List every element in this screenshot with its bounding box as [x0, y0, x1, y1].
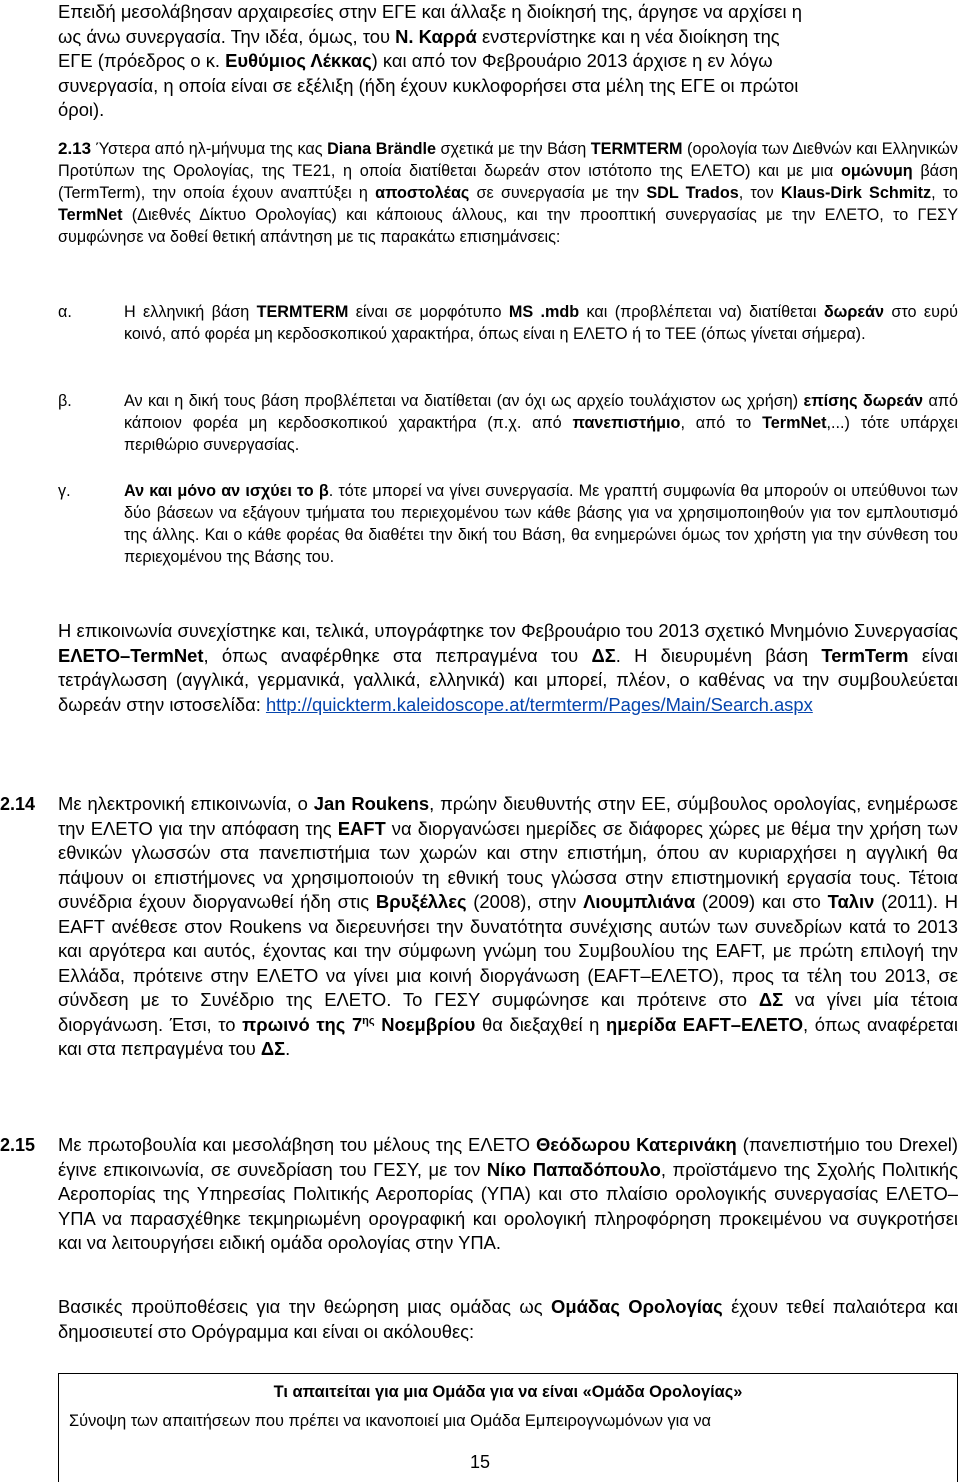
list-item-text [124, 480, 958, 568]
text: Η επικοινωνία συνεχίστηκε και, τελικά, υπογράφτηκε τον Φεβρουάριο του 2013 σχετικό Μνημόνιο Συνεργασίας [58, 620, 958, 641]
emphasis: ΔΣ [591, 644, 616, 666]
text: Η ελληνική βάση [124, 303, 257, 321]
termnet: TermNet [58, 206, 123, 224]
text: έχουν τεθεί παλαιότερα και δημοσιευτεί στο Ορόγραμμα και είναι οι ακόλουθες: [58, 1296, 958, 1342]
emphasis: .mdb [533, 303, 580, 321]
text: (ορολογία των Διεθνών και Ελληνικών Προτύπων της Ορολογίας, της ΤΕ21, η οποία διατίθεται δωρεάν στον ιστότοπο της ΕΛΕΤΟ) και με μια [58, 140, 959, 180]
section-2-15-text [58, 1133, 958, 1256]
communication-text [58, 619, 958, 717]
section-2-13-paragraph [58, 138, 958, 248]
section-number: 2.13 [58, 139, 92, 158]
text: Με ηλεκτρονική επικοινωνία, ο [58, 793, 314, 814]
text: . τότε μπορεί να γίνει συνεργασία. Με γραπτή συμφωνία θα μπορούν οι υπεύθυνοι των δύο βάσεων να εξάγουν τμήματα του περιεχομένου των κάθε βάσης για να χρησιμοποιηθούν για τον εμπλουτισμό της άλλης. Και ο κάθε φορέας θα διαθέτει την δική του Βάση, θα ενημερώνει όμως τον χρήστη για την σύνθεση του περιεχομένου της Βάσης του. [124, 482, 958, 566]
emphasis: ΔΣ [758, 989, 784, 1010]
emphasis: δωρεάν [823, 303, 884, 321]
superscript: ης [362, 1014, 375, 1027]
intro-line [58, 74, 958, 99]
city-brussels: Βρυξέλλες [375, 891, 467, 912]
emphasis: ΔΣ [260, 1038, 286, 1059]
emphasis: επίσης δωρεάν [803, 392, 924, 410]
box-title: Τι απαιτείται για μια Ομάδα για να είναι «Ομάδα Ορολογίας» [273, 1383, 743, 1401]
text: από κάποιον φορέα μη κερδοσκοπικού χαρακτήρα (π.χ. από [124, 392, 958, 432]
name-lekkas: Ευθύμιος Λέκκας [225, 50, 372, 71]
emphasis: ΕΛΕΤΟ–TermNet [58, 644, 204, 666]
list-marker: β. [58, 392, 72, 410]
text: Βασικές προϋποθέσεις για την θεώρηση μιας ομάδας ως [58, 1296, 552, 1317]
intro-line [58, 98, 958, 123]
prerequisites-text [58, 1295, 958, 1344]
text: , όπως αναφέρεται και στα πεπραγμένα του [58, 1013, 958, 1059]
termterm-label: TERMTERM [256, 303, 349, 321]
section-2-13-body [58, 138, 958, 248]
city-tallinn: Ταλιν [827, 891, 875, 912]
intro-text: ΕΓΕ (πρόεδρος ο κ. [58, 50, 226, 71]
name-roukens: Jan Roukens [313, 793, 430, 814]
intro-text: συνεργασία, η οποία είναι σε εξέλιξη (ήδη έχουν κυκλοφορήσει στα μέλη της ΕΓΕ οι πρώτοι [58, 74, 799, 96]
city-ljubljana: Λιουμπλιάνα [583, 891, 696, 912]
text: Αν και η δική τους βάση προβλέπεται να διατίθεται (αν όχι ως αρχείο τουλάχιστον ως χρήση) [124, 392, 804, 410]
text: θα διεξαχθεί η [475, 1013, 607, 1035]
text: να γίνει μία τέτοια διοργάνωση. Έτσι, το [58, 989, 958, 1035]
list-item-text [124, 301, 958, 345]
name-brandle: Diana Brändle [327, 140, 436, 158]
intro-text: ως άνω συνεργασία. Την ιδέα, όμως, του [58, 25, 396, 47]
text: , από το [680, 414, 763, 432]
name-schmitz: Klaus-Dirk Schmitz [780, 184, 932, 202]
eaft: EAFT [337, 817, 386, 839]
text: (Διεθνές Δίκτυο Ορολογίας) και κάποιους άλλους, και την προοπτική συνεργασίας με την ΕΛΕΤΟ, το ΓΕΣΥ συμφώνησε να δοθεί θετική απάντηση με τις παρακάτω επισημάνσεις: [58, 206, 958, 246]
emphasis: TermTerm [821, 644, 909, 666]
emphasis: Αν και μόνο αν ισχύει το β [124, 482, 329, 500]
text: (2008), στην [466, 891, 584, 912]
termterm-link[interactable]: http://quickterm.kaleidoscope.at/termterm/Pages/Main/Search.aspx [265, 693, 813, 715]
section-number: 2.15 [0, 1135, 36, 1155]
emphasis: Νοεμβρίου [374, 1013, 476, 1035]
intro-text: ) και από τον Φεβρουάριο 2013 άρχισε η εν λόγω [371, 50, 773, 71]
page-number: 15 [470, 1452, 491, 1472]
box-text: Σύνοψη των απαιτήσεων που πρέπει να ικανοποιεί μια Ομάδα Εμπειρογνωμόνων για να [69, 1412, 712, 1430]
requirements-box [58, 1373, 958, 1482]
emphasis: πρωινό της 7 [242, 1013, 363, 1035]
text: . [285, 1038, 291, 1059]
section-number: 2.14 [0, 794, 36, 814]
list-item-text [124, 390, 958, 456]
text: Με πρωτοβουλία και μεσολάβηση του μέλους της ΕΛΕΤΟ [58, 1134, 536, 1155]
emphasis: ημερίδα EAFT–ΕΛΕΤΟ [606, 1013, 804, 1035]
intro-paragraph [58, 0, 958, 123]
intro-line [58, 0, 958, 25]
name-papadopoulos: Νίκο Παπαδόπουλο [486, 1158, 661, 1180]
text: να διοργανώσει ημερίδες σε διάφορες χώρες με θέμα την χρήση των εθνικών γλωσσών στα πανεπιστήμια των χωρών και στην επιστήμη, όπου αν κυριαρχήσει η αγγλική θα πάψουν οι επιστήμονες να χρησιμοποιούν τη εθνική τους γλώσσα στην επιστημονική εργασία τους. Τέτοια συνέδρια έχουν διοργανωθεί ήδη στις [58, 817, 958, 912]
text: βάση (TermTerm), την οποία έχουν αναπτύξει η [58, 162, 958, 202]
text: στο ευρύ κοινό, από φορέα μη κερδοσκοπικού χαρακτήρα, όπως είναι η ΕΛΕΤΟ ή το ΤΕΕ (όπως γίνεται σήμερα). [124, 303, 958, 343]
intro-text: ενστερνίστηκε και η νέα διοίκηση της [476, 25, 780, 47]
emphasis: ομώνυμη [840, 162, 913, 180]
text: σε συνεργασία με την [469, 184, 647, 202]
intro-text: όροι). [58, 99, 105, 120]
intro-line [58, 49, 958, 74]
prerequisites-paragraph [58, 1295, 958, 1344]
text: , προϊστάμενο της Σχολής Πολιτικής Αεροπορίας της Υπηρεσίας Πολιτικής Αεροπορίας (ΥΠΑ) και στο πλαίσιο ορολογικής συνεργασίας ΕΛΕΤΟ–ΥΠΑ να παρασχέθηκε τεκμηριωμένη ορογραφική και ορολογική πληροφόρηση προκειμένου να συγκροτήσει και να λειτουργήσει ειδική ομάδα ορολογίας στην ΥΠΑ. [58, 1158, 958, 1253]
text: Ύστερα από ηλ-μήνυμα της κας [91, 140, 328, 158]
list-marker: α. [58, 303, 72, 321]
name-karras: Ν. Καρρά [395, 25, 477, 47]
text: , τον [738, 184, 781, 202]
emphasis: πανεπιστήμιο [572, 414, 681, 432]
text: είναι σε μορφότυπο [348, 303, 509, 321]
text: ,...) τότε υπάρχει περιθώριο συνεργασίας. [124, 414, 958, 454]
text: (2011). Η EAFT ανέθεσε στον Roukens να διερευνήσει την δυνατότητα συνέχισης αυτών των συνεδρίων κατά το 2013 και αργότερα και αυτός, έχοντας και την σύμφωνη γνώμη του Συμβουλίου της EAFT, με πρώτη επιλογή την Ελλάδα, πρότεινε στην ΕΛΕΤΟ να γίνει μια κοινή διοργάνωση (EAFT–ΕΛΕΤΟ), προς τα τέλη του 2013, σε σύνδεση με το Συνέδριο της ΕΛΕΤΟ. Το ΓΕΣΥ συμφώνησε και πρότεινε στο [58, 891, 959, 1010]
emphasis: MS [508, 303, 534, 321]
text: (2009) και στο [695, 891, 828, 912]
intro-line [58, 25, 958, 50]
text: . Η διευρυμένη βάση [615, 644, 822, 666]
emphasis: αποστολέας [375, 184, 470, 202]
communication-paragraph [58, 619, 958, 717]
text: (πανεπιστήμιο του Drexel) έγινε επικοινωνία, σε συνεδρίαση του ΓΕΣΥ, με τον [58, 1134, 959, 1180]
termterm-label: TERMTERM [590, 140, 683, 158]
text: και (προβλέπεται να) διατίθεται [579, 303, 824, 321]
section-2-15 [0, 1133, 959, 1256]
emphasis: Ομάδας Ορολογίας [551, 1296, 723, 1317]
name-katerinakis: Θεόδωρου Κατερινάκη [535, 1134, 737, 1155]
list-marker: γ. [58, 482, 71, 500]
text: είναι τετράγλωσση (αγγλικά, γερμανικά, γαλλικά, ελληνικά) και μπορεί, πλέον, ο καθένας να την συμβουλεύεται δωρεάν στην ιστοσελίδα: [58, 644, 959, 715]
section-2-14-text [58, 792, 958, 1062]
intro-text: Επειδή μεσολάβησαν αρχαιρεσίες στην ΕΓΕ και άλλαξε η διοίκησή της, άργησε να αρχίσει η [58, 1, 802, 22]
section-2-14 [0, 792, 959, 1062]
sdl-trados: SDL Trados [646, 184, 739, 202]
text: σχετικά με την Βάση [435, 140, 591, 158]
text: , όπως αναφέρθηκε στα πεπραγμένα του [203, 644, 592, 666]
text: , πρώην διευθυντής στην ΕΕ, σύμβουλος ορολογίας, ενημέρωσε την ΕΛΕΤΟ για την απόφαση της [58, 793, 958, 839]
text: , το [931, 184, 958, 202]
termnet: TermNet [762, 414, 827, 432]
